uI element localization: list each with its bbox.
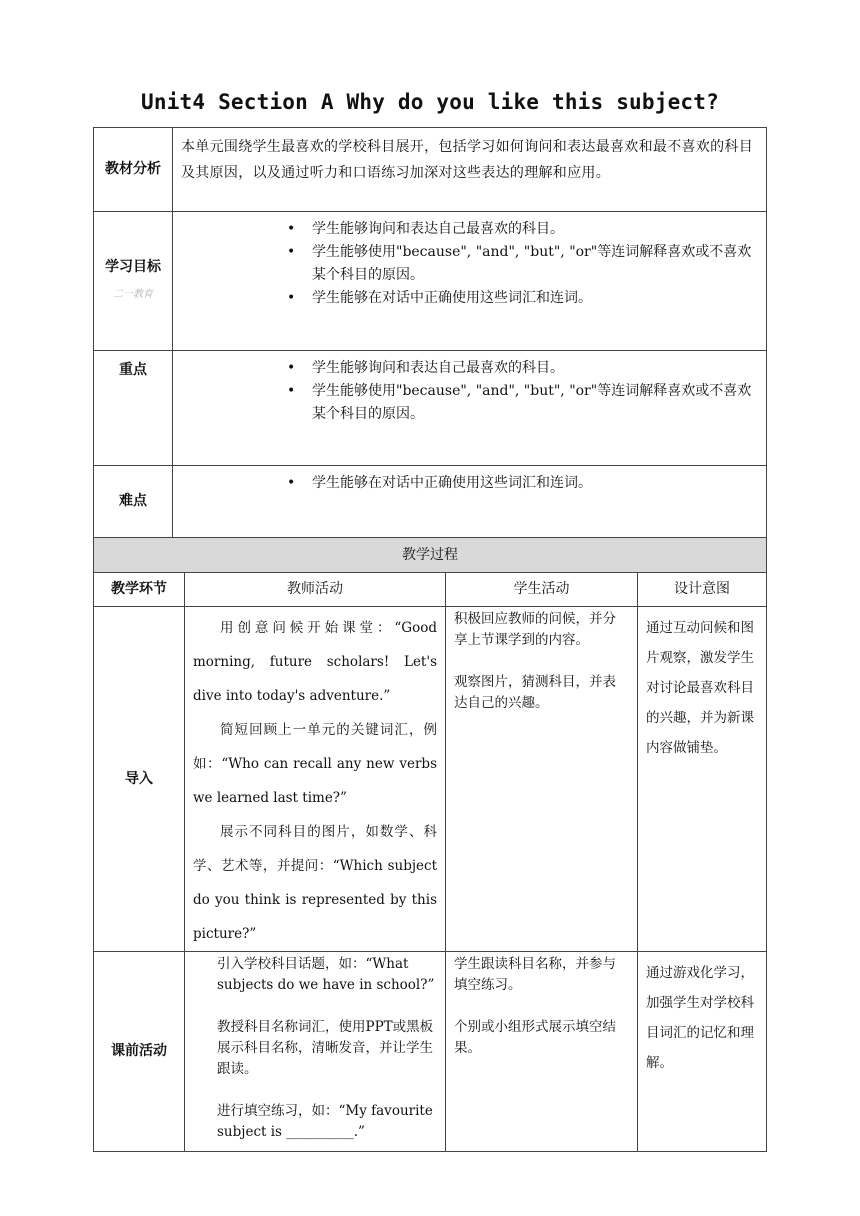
header-design: 设计意图 [638,573,767,607]
bullet-item: • 学生能够使用"because", "and", "but", "or"等连词解释喜欢或不喜欢某个科目的原因。 [173,241,758,287]
watermark-logo: 二一教育 [113,289,153,300]
teacher-pre [185,952,445,1143]
bullet-item: • 学生能够在对话中正确使用这些词汇和连词。 [173,287,758,310]
header-student: 学生活动 [446,573,638,607]
teacher-pre-cell [185,952,446,1152]
analysis-row [94,128,767,212]
bullet-item: • 学生能够使用"because", "and", "but", "or"等连词解释喜欢或不喜欢某个科目的原因。 [173,380,758,426]
objectives-row [94,212,767,351]
overview-table [93,127,767,538]
objectives-cell [173,212,767,351]
analysis-label: 教材分析 [94,128,173,212]
difficulties-row [94,466,767,538]
teacher-intro [185,607,445,951]
student-intro-p2: 观察图片，猜测科目，并表达自己的兴趣。 [454,674,616,711]
bullet-item: • 学生能够询问和表达自己最喜欢的科目。 [173,218,758,241]
teacher-intro-p2: 简短回顾上一单元的关键词汇，例如：“Who can recall any new verbs we learned last time?” [193,722,437,806]
difficulties-label: 难点 [94,466,173,538]
student-pre-p2: 个别或小组形式展示填空结果。 [454,1019,616,1056]
analysis-text: 本单元围绕学生最喜欢的学校科目展开，包括学习如何询问和表达最喜欢和最不喜欢的科目及其原因，以及通过听力和口语练习加深对这些表达的理解和应用。 [181,139,753,181]
design-pre-cell [638,952,767,1152]
teacher-intro-p3: 展示不同科目的图片，如数学、科学、艺术等，并提问：“Which subject do you think is represented by this picture?” [193,824,437,942]
header-teacher: 教师活动 [185,573,446,607]
stage-intro: 导入 [94,607,185,952]
teacher-intro-cell [185,607,446,952]
process-title: 教学过程 [94,538,767,573]
objectives-list [173,218,766,310]
process-row-intro [94,607,767,952]
design-intro: 通过互动问候和图片观察，激发学生对讨论最喜欢科目的兴趣，并为新课内容做铺垫。 [646,620,754,756]
process-row-pre [94,952,767,1152]
student-intro-cell [446,607,638,952]
stage-pre: 课前活动 [94,952,185,1152]
key-points-cell [173,351,767,466]
process-title-row [94,538,767,573]
student-pre-cell [446,952,638,1152]
student-pre-p1: 学生跟读科目名称，并参与填空练习。 [454,956,616,993]
difficulties-list [173,472,766,495]
objectives-label-cell [94,212,173,351]
key-points-list [173,357,766,426]
key-points-label: 重点 [94,351,173,466]
design-pre: 通过游戏化学习，加强学生对学校科目词汇的记忆和理解。 [646,965,754,1071]
student-intro-p1: 积极回应教师的问候，并分享上节课学到的内容。 [454,611,616,648]
process-table [93,537,767,1152]
document-title: Unit4 Section A Why do you like this subject? [141,90,719,114]
process-header-row [94,573,767,607]
teacher-pre-p3: 进行填空练习，如：“My favourite subject is __________.” [217,1103,433,1140]
header-stage: 教学环节 [94,573,185,607]
analysis-cell [173,128,767,212]
teacher-pre-p2: 教授科目名称词汇，使用PPT或黑板展示科目名称，清晰发音，并让学生跟读。 [217,1019,434,1077]
bullet-item: • 学生能够询问和表达自己最喜欢的科目。 [173,357,758,380]
key-points-row [94,351,767,466]
difficulties-cell [173,466,767,538]
bullet-item: • 学生能够在对话中正确使用这些词汇和连词。 [173,472,758,495]
student-pre [446,952,637,1059]
student-intro [446,607,637,714]
teacher-pre-p1: 引入学校科目话题，如：“What subjects do we have in school?” [217,956,435,993]
teacher-intro-p1: 用创意问候开始课堂：“Good morning, future scholars! Let's dive into today's adventure.” [193,620,437,704]
design-intro-cell [638,607,767,952]
objectives-label: 学习目标 [105,259,161,275]
